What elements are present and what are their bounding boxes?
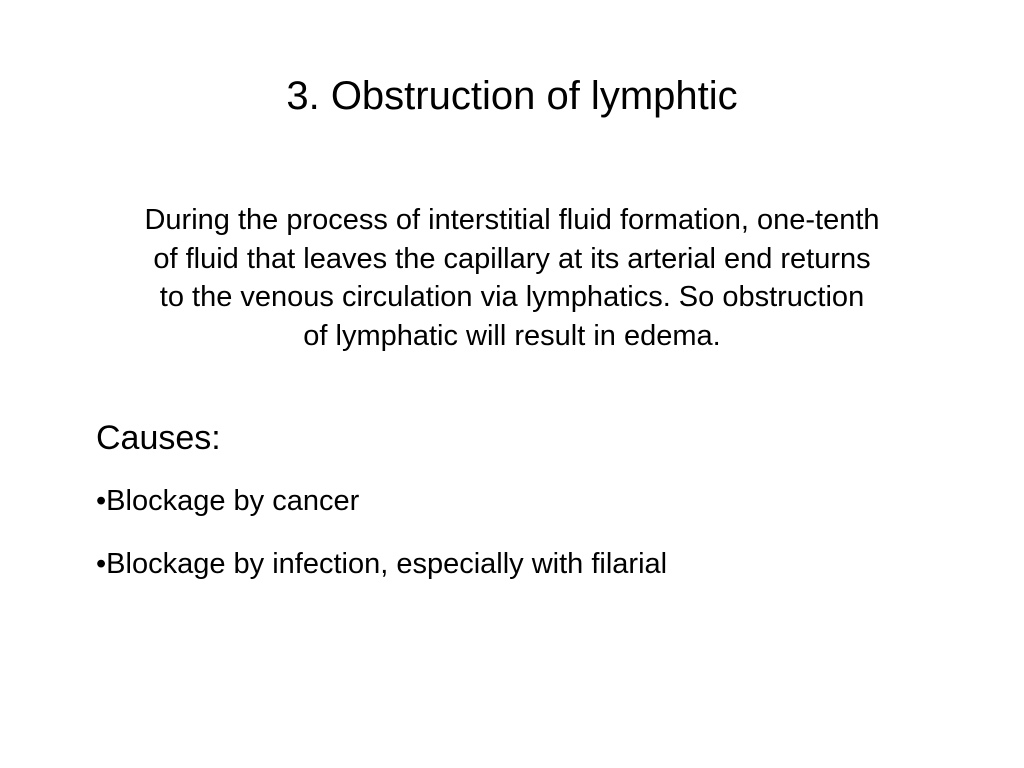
body-paragraph: During the process of interstitial fluid formation, one-tenth of fluid that leaves the capillary at its arterial end returns to the venous circulation via lymphatics. So obstruction of lymphatic will result in edema. xyxy=(144,204,880,352)
causes-list xyxy=(96,483,956,582)
cause-item-cancer: •Blockage by cancer xyxy=(96,485,360,517)
causes-heading: Causes: xyxy=(96,419,221,457)
slide-title: 3. Obstruction of lymphtic xyxy=(286,74,738,118)
causes-section xyxy=(96,418,956,582)
cause-item-infection: •Blockage by infection, especially with filarial xyxy=(96,548,668,580)
